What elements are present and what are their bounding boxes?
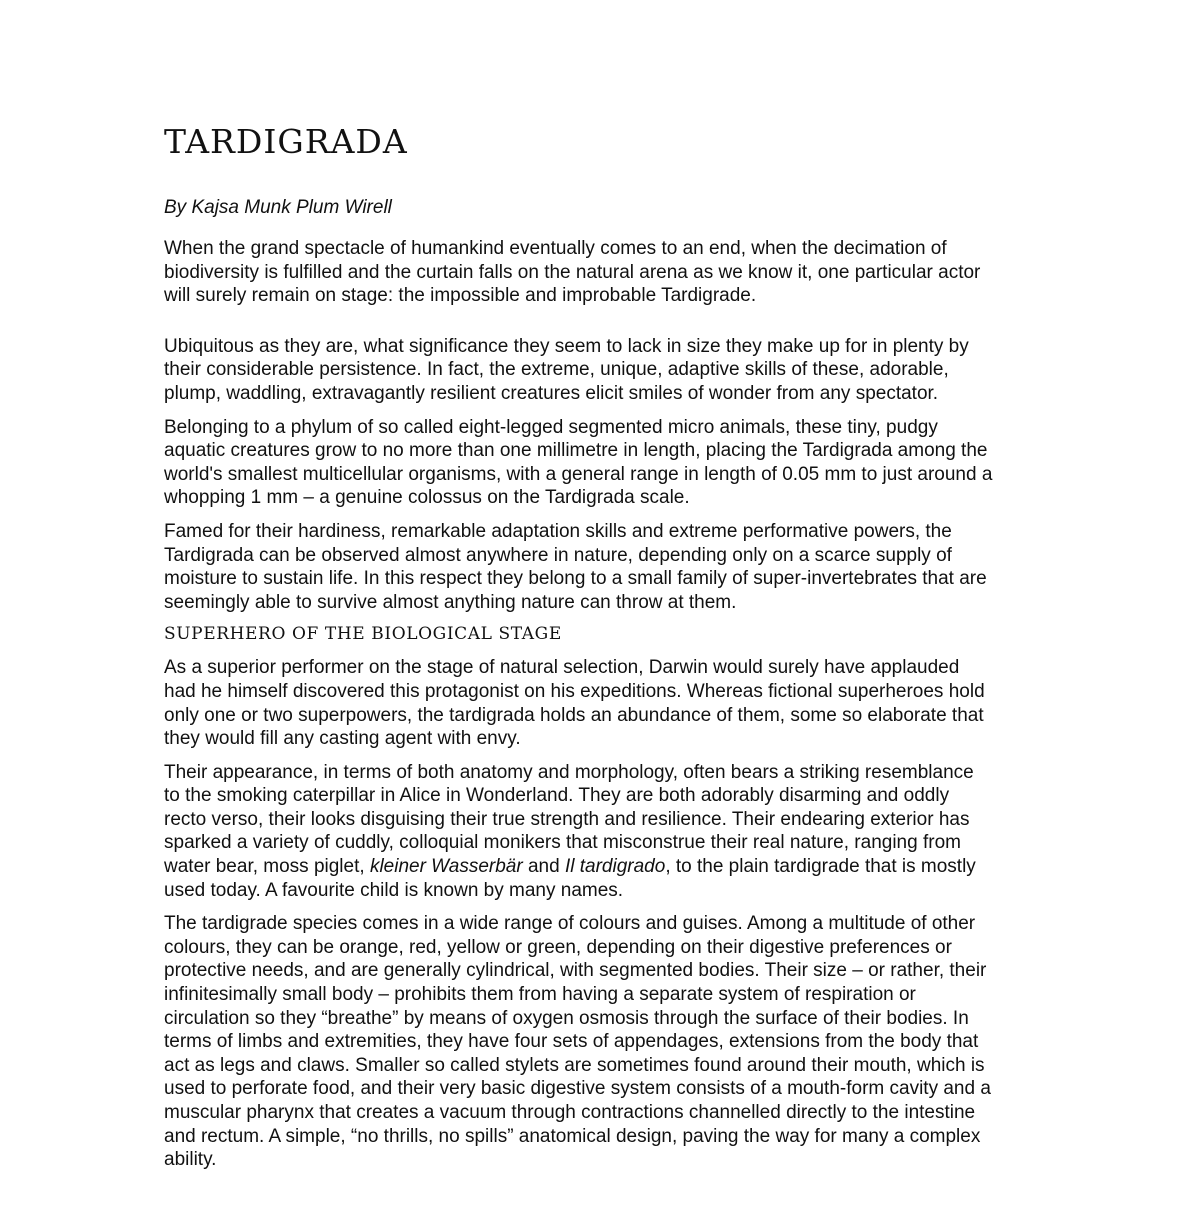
article-title: TARDIGRADA <box>164 122 408 161</box>
article <box>164 118 994 1172</box>
paragraph-intro: When the grand spectacle of humankind eventually comes to an end, when the decimation of biodiversity is fulfilled and the curtain falls on the natural arena as we know it, one particular actor will surely remain on stage: the impossible and improbable Tardigrade. <box>164 238 981 307</box>
appearance-text-2: and <box>522 856 565 878</box>
paragraph-appearance <box>164 761 994 903</box>
section-heading: SUPERHERO OF THE BIOLOGICAL STAGE <box>164 624 562 645</box>
appearance-italic-italian: Il tardigrado <box>564 856 666 878</box>
byline: By Kajsa Munk Plum Wirell <box>164 197 392 218</box>
paragraph-darwin: As a superior performer on the stage of natural selection, Darwin would surely have applauded had he himself discovered this protagonist on his expeditions. Whereas fictional superheroes hold only one or two superpowers, the tardigrada holds an abundance of them, some so elaborate that they would fill any casting agent with envy. <box>164 657 985 750</box>
paragraph-phylum: Belonging to a phylum of so called eight-legged segmented micro animals, these tiny, pudgy aquatic creatures grow to no more than one millimetre in length, placing the Tardigrada among the world's smallest multicellular organisms, with a general range in length of 0.05 mm to just around a whopping 1 mm – a genuine colossus on the Tardigrada scale. <box>164 416 993 509</box>
paragraph-species: The tardigrade species comes in a wide range of colours and guises. Among a multitude of other colours, they can be orange, red, yellow or green, depending on their digestive preferences or protective needs, and are generally cylindrical, with segmented bodies. Their size – or rather, their infinitesimally small body – prohibits them from having a separate system of respiration or circulation so they “breathe” by means of oxygen osmosis through the surface of their bodies. In terms of limbs and extremities, they have four sets of appendages, extensions from the body that act as legs and claws. Smaller so called stylets are sometimes found around their mouth, which is used to perforate food, and their very basic digestive system consists of a mouth-form cavity and a muscular pharynx that creates a vacuum through contractions channelled directly to the intestine and rectum. A simple, “no thrills, no spills” anatomical design, paving the way for many a complex ability. <box>164 913 991 1171</box>
appearance-text-3: , to the plain tardigrade that is mostly used today. A favourite child is known by many names. <box>164 856 976 901</box>
paragraph-hardiness: Famed for their hardiness, remarkable adaptation skills and extreme performative powers, the Tardigrada can be observed almost anywhere in nature, depending only on a scarce supply of moisture to sustain life. In this respect they belong to a small family of super-invertebrates that are seemingly able to survive almost anything nature can throw at them. <box>164 520 987 613</box>
paragraph-ubiquitous: Ubiquitous as they are, what significance they seem to lack in size they make up for in plenty by their considerable persistence. In fact, the extreme, unique, adaptive skills of these, adorable, plump, waddling, extravagantly resilient creatures elicit smiles of wonder from any spectator. <box>164 335 969 404</box>
appearance-text-1: Their appearance, in terms of both anatomy and morphology, often bears a striking resemblance to the smoking caterpillar in Alice in Wonderland. They are both adorably disarming and oddly recto verso, their looks disguising their true strength and resilience. Their endearing exterior has sparked a variety of cuddly, colloquial monikers that misconstrue their real nature, ranging from water bear, moss piglet, <box>164 761 974 878</box>
appearance-italic-german: kleiner Wasserbär <box>369 856 523 878</box>
